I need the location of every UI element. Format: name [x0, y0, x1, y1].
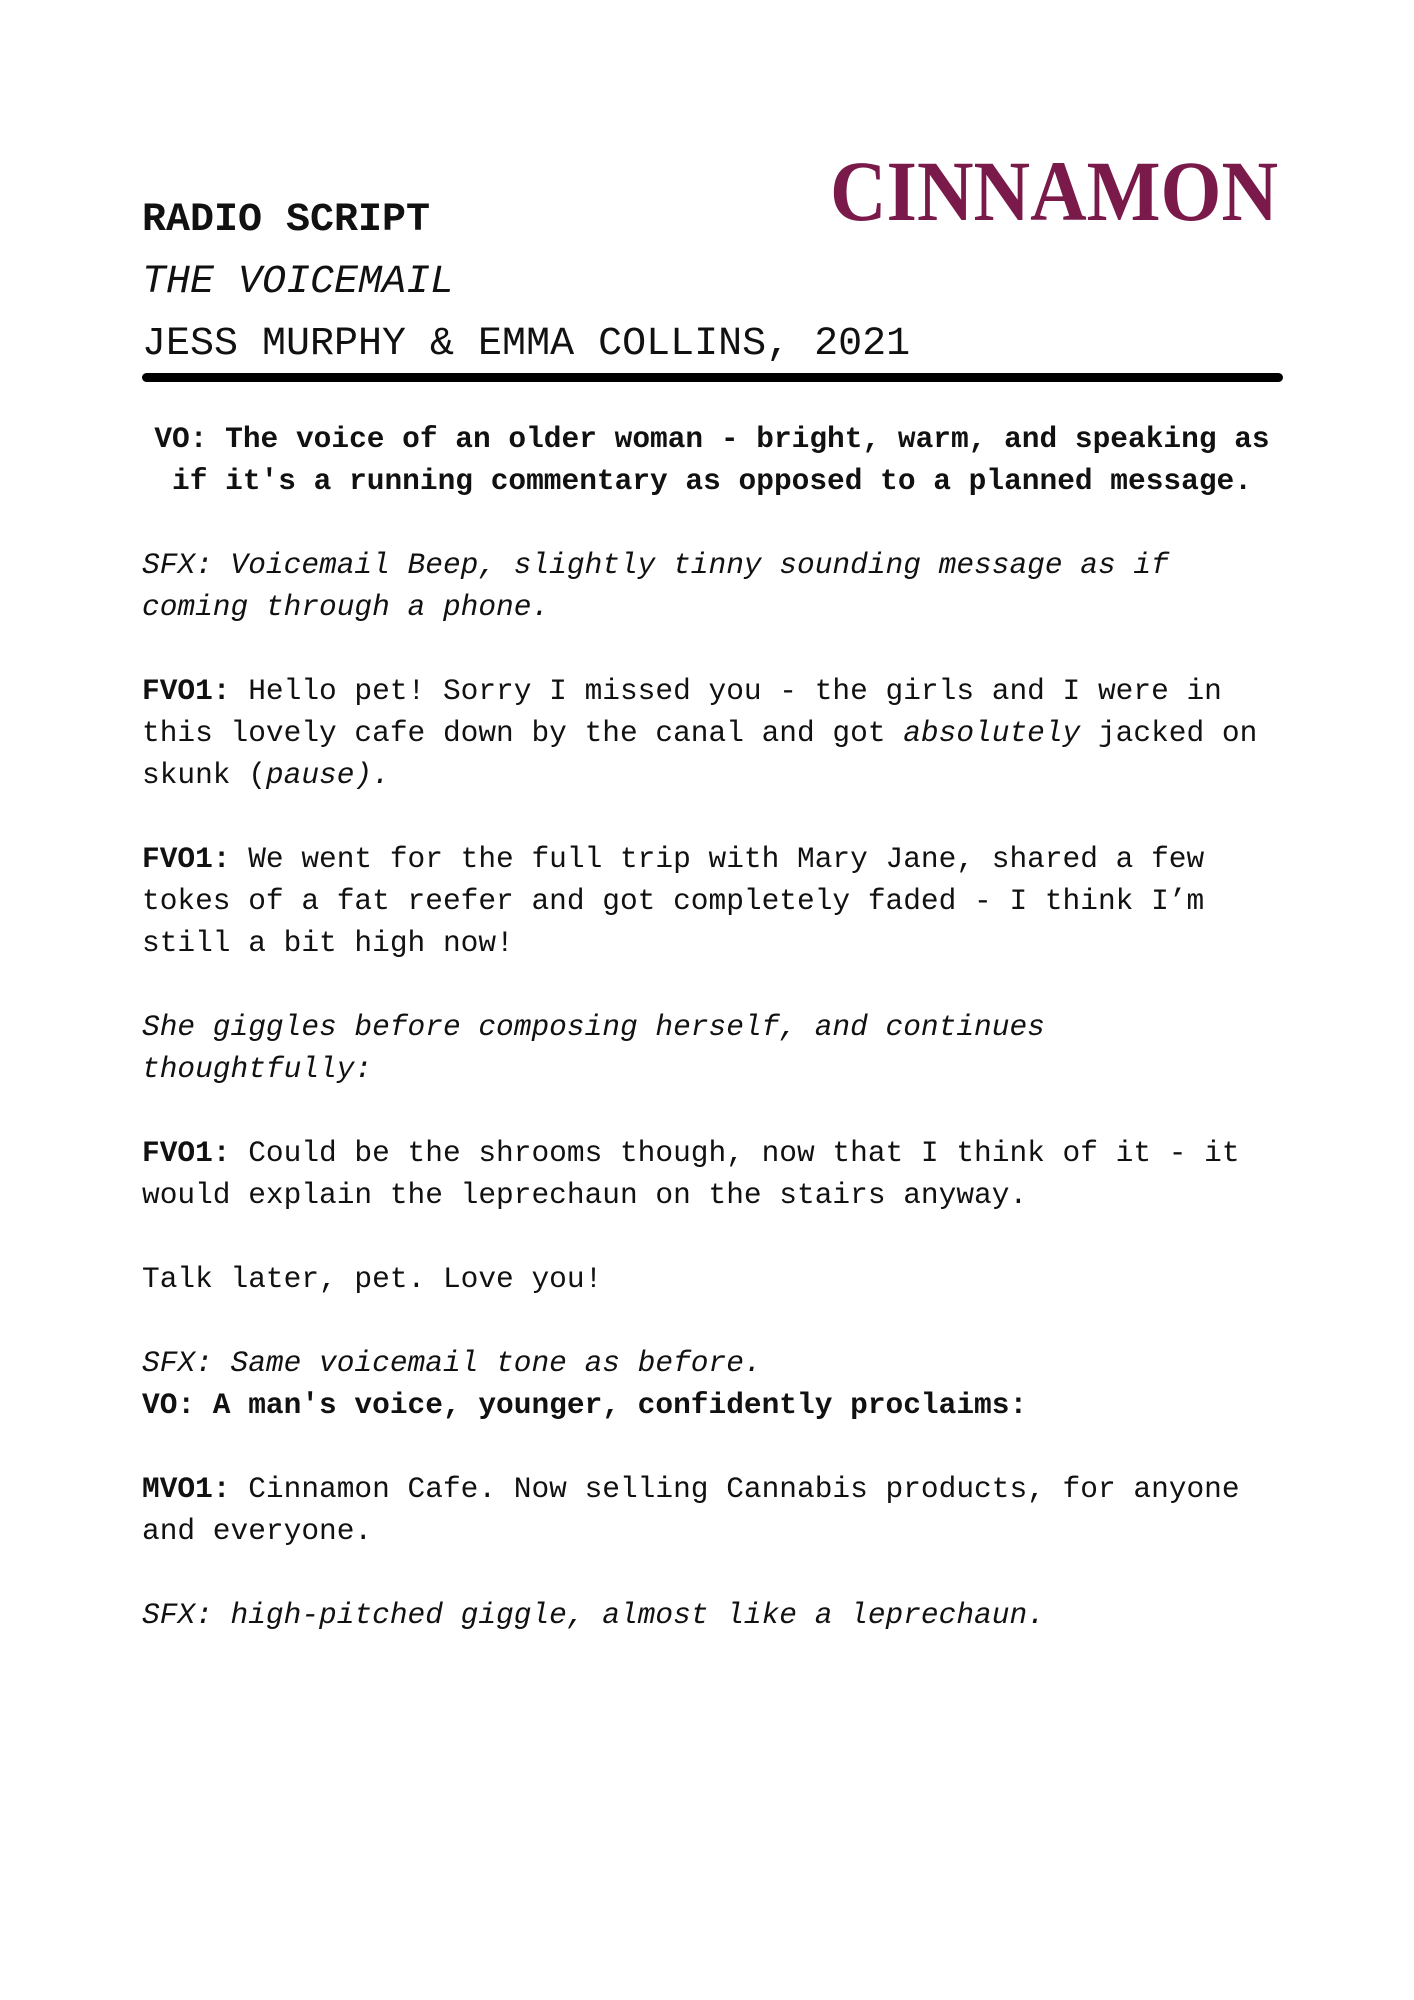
- dialogue-fvo1-second: [142, 838, 1282, 964]
- header-divider: [142, 373, 1283, 382]
- script-header: [142, 190, 1282, 376]
- speaker-label: MVO1:: [142, 1472, 231, 1506]
- dialogue-fvo1-third: [142, 1132, 1282, 1216]
- dialogue-fvo1-first: [142, 670, 1282, 796]
- sfx-voicemail-beep: SFX: Voicemail Beep, slightly tinny sounding message as if coming through a phone.: [142, 548, 1187, 624]
- speaker-label: FVO1:: [142, 842, 231, 876]
- stage-direction: She giggles before composing herself, and continues thoughtfully:: [142, 1010, 1063, 1086]
- dialogue-text: Hello pet! Sorry I missed you - the girls and I were in this lovely cafe down by the canal and got: [142, 674, 1240, 750]
- logo-wordmark: CINNAMON: [830, 150, 1278, 230]
- dialogue-text: Cinnamon Cafe. Now selling Cannabis products, for anyone and everyone.: [142, 1472, 1258, 1548]
- sfx-voicemail-tone: SFX: Same voicemail tone as before.: [142, 1346, 762, 1380]
- script-title: THE VOICEMAIL: [142, 260, 455, 305]
- dialogue-emphasis: absolutely: [903, 716, 1081, 750]
- dialogue-mvo1: [142, 1468, 1282, 1552]
- speaker-label: FVO1:: [142, 1136, 231, 1170]
- dialogue-aside: pause).: [265, 758, 390, 792]
- script-byline: JESS MURPHY & EMMA COLLINS, 2021: [142, 322, 911, 367]
- sfx-giggle: SFX: high-pitched giggle, almost like a leprechaun.: [142, 1598, 1045, 1632]
- dialogue-sign-off: Talk later, pet. Love you!: [142, 1262, 603, 1296]
- script-body: [142, 418, 1288, 1678]
- dialogue-text: Could be the shrooms though, now that I think of it - it would explain the leprechaun on the stairs anyway.: [142, 1136, 1258, 1212]
- speaker-label: FVO1:: [142, 674, 231, 708]
- script-type: RADIO SCRIPT: [142, 198, 431, 243]
- vo-intro: VO: The voice of an older woman - bright, warm, and speaking as if it's a running commentary as opposed to a planned message.: [154, 422, 1288, 498]
- dialogue-text-continued: jacked on skunk (: [142, 716, 1275, 792]
- vo-man: VO: A man's voice, younger, confidently proclaims:: [142, 1388, 1028, 1422]
- dialogue-text: We went for the full trip with Mary Jane, shared a few tokes of a fat reefer and got completely faded - I think I’m still a bit high now!: [142, 842, 1222, 960]
